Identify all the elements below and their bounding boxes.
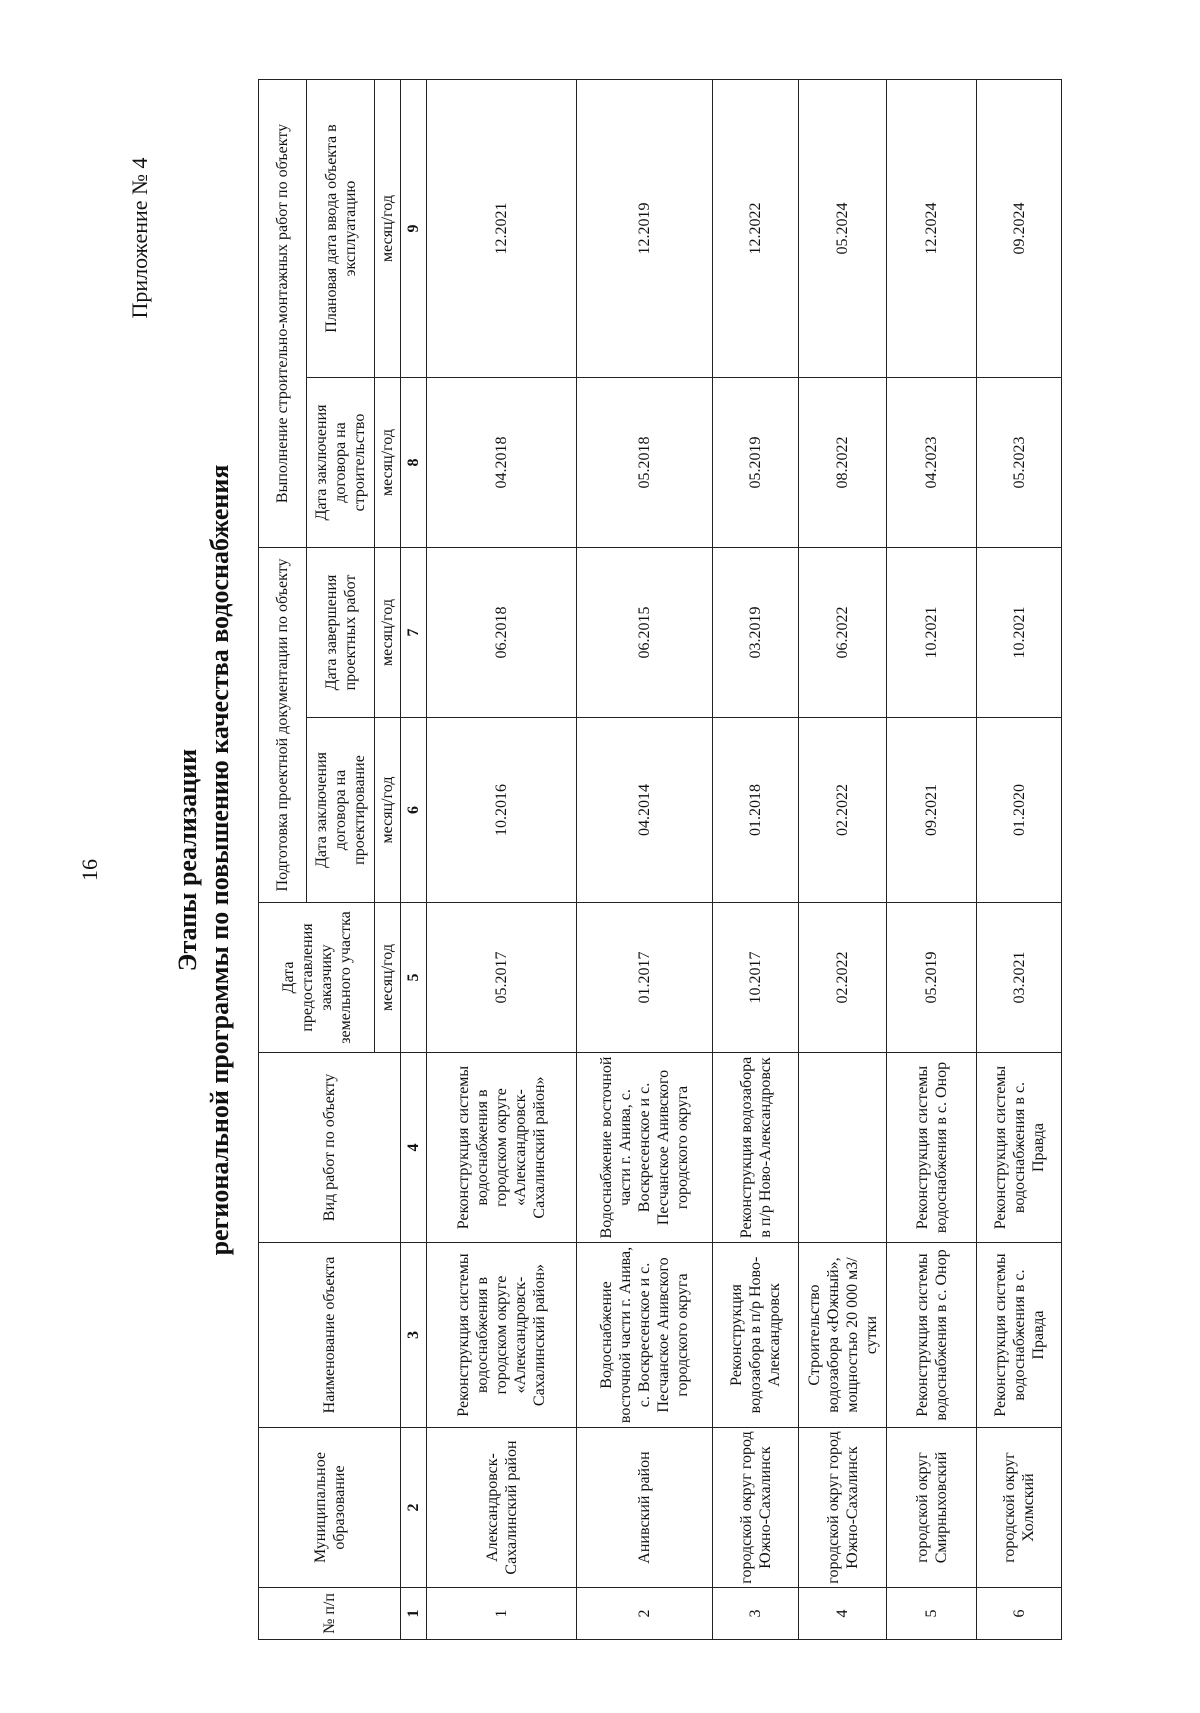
header-commissioning: Плановая дата ввода объекта в эксплуатацию <box>307 80 375 378</box>
cell-design-contract: 01.2018 <box>713 718 799 903</box>
cell-commissioning: 12.2022 <box>713 80 799 378</box>
cell-no: 1 <box>427 1588 577 1640</box>
cell-design-complete: 03.2019 <box>713 548 799 718</box>
cell-construction-contract: 04.2018 <box>427 378 577 548</box>
cell-land-date: 05.2017 <box>427 903 577 1053</box>
cell-object-name: Реконструкция системы водоснабжения в городском округе «Александровск-Сахалинский район» <box>427 1243 577 1428</box>
cell-work-type: Реконструкция системы водоснабжения в с. Правда <box>977 1053 1062 1243</box>
cell-no: 3 <box>713 1588 799 1640</box>
cell-construction-contract: 05.2018 <box>577 378 713 548</box>
unit-cell: месяц/год <box>375 718 401 903</box>
cell-work-type <box>799 1053 887 1243</box>
header-construction-contract: Дата заключения договора на строительство <box>307 378 375 548</box>
cell-municipality: Анивский район <box>577 1428 713 1588</box>
header-design-group: Подготовка проектной документации по объекту <box>259 548 307 903</box>
table-row <box>713 80 799 1640</box>
cell-design-complete: 06.2022 <box>799 548 887 718</box>
cell-work-type: Водоснабжение восточной части г. Анива, с. Воскресенское и с. Песчанское Анивского городского округа <box>577 1053 713 1243</box>
cell-land-date: 02.2022 <box>799 903 887 1053</box>
title-line-2: региональной программы по повышению качества водоснабжения <box>205 464 234 1256</box>
header-land-date: Дата предоставления заказчику земельного участка <box>259 903 375 1053</box>
table-row <box>887 80 977 1640</box>
table-row <box>977 80 1062 1640</box>
cell-work-type: Реконструкция системы водоснабжения в городском округе «Александровск-Сахалинский район» <box>427 1053 577 1243</box>
cell-design-contract: 09.2021 <box>887 718 977 903</box>
title-line-1: Этапы реализации <box>173 748 202 972</box>
table-row <box>577 80 713 1640</box>
cell-commissioning: 12.2024 <box>887 80 977 378</box>
cell-construction-contract: 05.2023 <box>977 378 1062 548</box>
cell-design-complete: 10.2021 <box>977 548 1062 718</box>
cell-commissioning: 12.2019 <box>577 80 713 378</box>
column-number: 3 <box>401 1243 427 1428</box>
header-object-name: Наименование объекта <box>259 1243 401 1428</box>
cell-construction-contract: 04.2023 <box>887 378 977 548</box>
cell-municipality: городской округ Холмский <box>977 1428 1062 1588</box>
header-design-complete: Дата завершения проектных работ <box>307 548 375 718</box>
column-number: 8 <box>401 378 427 548</box>
unit-cell: месяц/год <box>375 80 401 378</box>
page-number: 16 <box>77 859 102 881</box>
cell-design-complete: 06.2018 <box>427 548 577 718</box>
cell-municipality: городской округ город Южно-Сахалинск <box>713 1428 799 1588</box>
cell-commissioning: 12.2021 <box>427 80 577 378</box>
header-design-contract: Дата заключения договора на проектирование <box>307 718 375 903</box>
cell-object-name: Водоснабжение восточной части г. Анива, с. Воскресенское и с. Песчанское Анивского городского округа <box>577 1243 713 1428</box>
table-row <box>427 80 577 1640</box>
column-number: 7 <box>401 548 427 718</box>
cell-construction-contract: 05.2019 <box>713 378 799 548</box>
unit-cell: месяц/год <box>375 548 401 718</box>
stages-table <box>258 79 1062 1640</box>
column-number: 1 <box>401 1588 427 1640</box>
cell-no: 2 <box>577 1588 713 1640</box>
cell-construction-contract: 08.2022 <box>799 378 887 548</box>
column-number: 5 <box>401 903 427 1053</box>
cell-land-date: 05.2019 <box>887 903 977 1053</box>
column-number: 9 <box>401 80 427 378</box>
unit-cell: месяц/год <box>375 378 401 548</box>
cell-no: 4 <box>799 1588 887 1640</box>
cell-municipality: городской округ Смирныховский <box>887 1428 977 1588</box>
cell-municipality: Александровск-Сахалинский район <box>427 1428 577 1588</box>
cell-no: 6 <box>977 1588 1062 1640</box>
cell-land-date: 10.2017 <box>713 903 799 1053</box>
table-row <box>799 80 887 1640</box>
cell-land-date: 03.2021 <box>977 903 1062 1053</box>
column-number: 2 <box>401 1428 427 1588</box>
cell-design-contract: 10.2016 <box>427 718 577 903</box>
cell-design-complete: 10.2021 <box>887 548 977 718</box>
header-municipality: Муниципальное образование <box>259 1428 401 1588</box>
cell-design-contract: 04.2014 <box>577 718 713 903</box>
cell-object-name: Реконструкция системы водоснабжения в с. Правда <box>977 1243 1062 1428</box>
cell-object-name: Строительство водозабора «Южный», мощностью 20 000 м3/сутки <box>799 1243 887 1428</box>
cell-commissioning: 09.2024 <box>977 80 1062 378</box>
unit-cell: месяц/год <box>375 903 401 1053</box>
cell-design-complete: 06.2015 <box>577 548 713 718</box>
appendix-label: Приложение № 4 <box>127 157 152 319</box>
cell-commissioning: 05.2024 <box>799 80 887 378</box>
cell-object-name: Реконструкция водозабора в п/р Ново-Александровск <box>713 1243 799 1428</box>
cell-object-name: Реконструкция системы водоснабжения в с. Онор <box>887 1243 977 1428</box>
cell-municipality: городской округ город Южно-Сахалинск <box>799 1428 887 1588</box>
cell-design-contract: 01.2020 <box>977 718 1062 903</box>
cell-design-contract: 02.2022 <box>799 718 887 903</box>
column-number: 6 <box>401 718 427 903</box>
rotated-content <box>170 80 1060 1640</box>
header-work-type: Вид работ по объекту <box>259 1053 401 1243</box>
column-number: 4 <box>401 1053 427 1243</box>
header-no: № п/п <box>259 1588 401 1640</box>
cell-work-type: Реконструкция системы водоснабжения в с. Онор <box>887 1053 977 1243</box>
header-construction-group: Выполнение строительно-монтажных работ по объекту <box>259 80 307 548</box>
cell-work-type: Реконструкция водозабора в п/р Ново-Александровск <box>713 1053 799 1243</box>
cell-no: 5 <box>887 1588 977 1640</box>
title-block <box>170 80 258 1640</box>
cell-land-date: 01.2017 <box>577 903 713 1053</box>
